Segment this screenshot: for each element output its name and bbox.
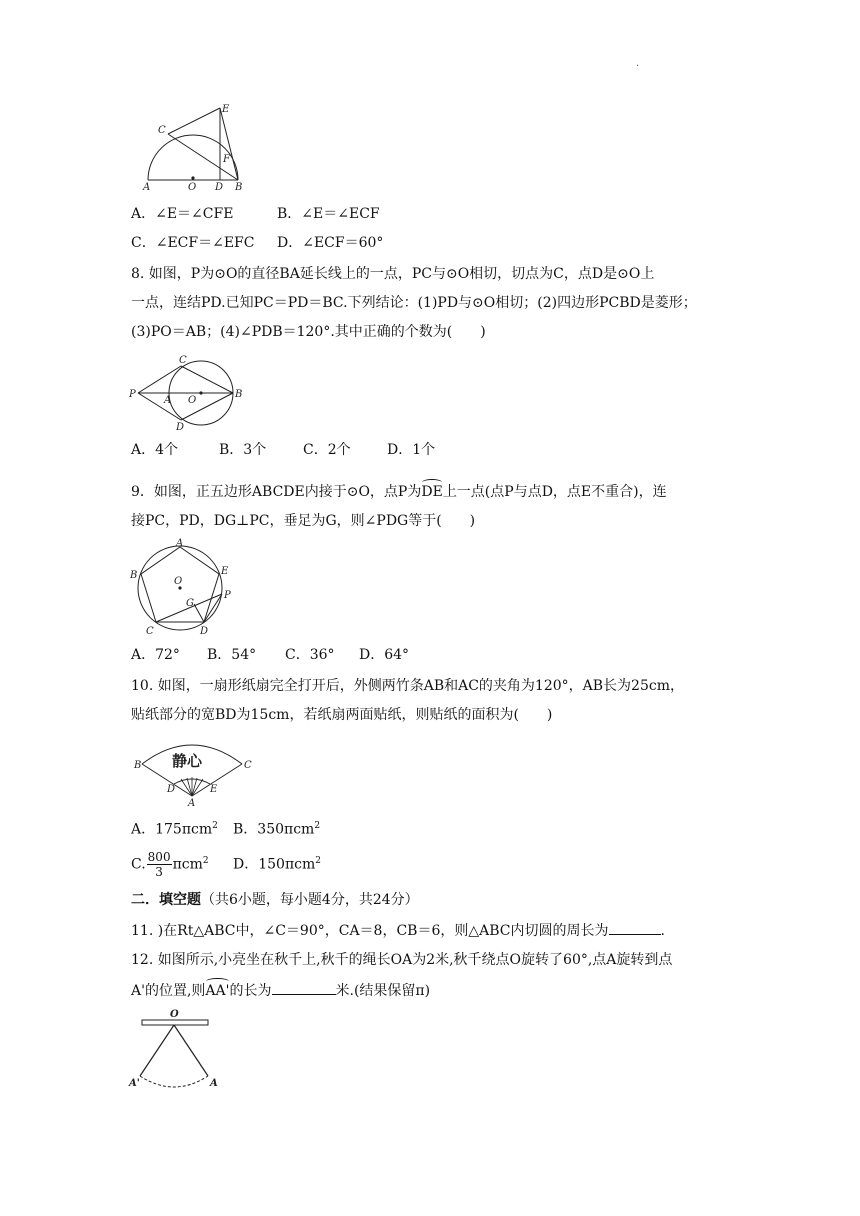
q12-line2: A'的位置,则AA'的长为 米.(结果保留π) [131,980,430,1001]
section-2-heading [131,890,419,910]
option-d: D．1个 [387,442,436,458]
answer-blank[interactable] [609,920,661,935]
option-a: A．175πcm$^2$ [131,821,218,838]
label-a: A [164,395,172,406]
fraction: $\frac{800}{3}$ [147,850,171,880]
label-b: B [134,760,142,771]
q10-line2: 贴纸部分的宽BD为15cm，若纸扇两面贴纸，则贴纸的面积为( ) [131,707,553,723]
q12-arc: AA' [205,983,230,999]
dashed-arc [140,1076,208,1087]
q7-options-row2 [131,233,383,253]
option-c: C．2个 [303,442,351,458]
q12-line1: 12. 如图所示,小亮坐在秋千上,秋千的绳长OA为2米,秋千绕点O旋转了60°,点A旋转到点 [131,952,673,968]
label-o: O [188,395,197,406]
option-b: B．54° [207,647,257,663]
rope-oa [174,1025,208,1076]
label-e: E [210,784,218,795]
center-dot [199,391,202,394]
line-pc [138,366,181,393]
option-c: C．∠ECF＝∠EFC [131,235,255,251]
page-dot: . [636,58,640,69]
line-cb [181,366,233,393]
option-a: A．4个 [131,442,179,458]
option-b: B．∠E＝∠ECF [277,206,380,222]
label-d: D [176,422,185,430]
rope-oa-prime [140,1025,174,1076]
figure-q10 [132,736,252,806]
fan-text: 静心 [172,752,203,770]
label-o: O [170,1009,179,1020]
label-p: P [224,590,231,601]
q8-line3: (3)PO＝AB；(4)∠PDB＝120°.其中正确的个数为( ) [131,324,486,340]
q9-arc: DE [421,484,443,500]
label-o: O [188,182,197,192]
label-p: P [129,389,136,400]
option-d: D．64° [359,647,410,663]
center-dot [191,176,194,179]
figure-q8 [128,352,244,430]
label-a: A [210,1078,218,1089]
option-b: B．3个 [219,442,267,458]
q11-line: 11. )在Rt△ABC中，∠C＝90°，CA＝8，CB＝6，则△ABC内切圆的周长为 . [131,920,665,941]
label-c: C [158,125,166,136]
option-c: C. $\frac{800}{3}$ πcm$^2$ [131,850,209,880]
line-dg [194,604,204,622]
label-c: C [179,355,187,366]
label-e: E [221,566,229,577]
label-e: E [222,104,230,115]
q8-line1: 8. 如图，P为⊙O的直径BA延长线上的一点，PC与⊙O相切，切点为C，点D是⊙O上 [131,266,655,282]
q8-line2: 一点，连结PD.已知PC＝PD＝BC.下列结论：(1)PD与⊙O相切；(2)四边形PCBD是菱形； [131,295,697,311]
label-a: A [143,182,151,192]
label-f: F [223,154,230,165]
q9-line1 [131,482,667,502]
q10-options-row2 [131,846,321,880]
option-c: C．36° [285,647,335,663]
section-note: （共6小题，每小题4分，共24分） [201,892,419,908]
figure-q12 [128,1008,224,1092]
q9-text-b: 上一点(点P与点D，点E不重合)，连 [442,484,667,500]
option-a: A．72° [131,647,180,663]
label-b: B [235,389,243,400]
q9-text-a: 9．如图，正五边形ABCDE内接于⊙O，点P为 [131,484,422,500]
answer-blank[interactable] [272,980,336,995]
swing-beam [142,1020,208,1025]
q10-options-row1 [131,816,320,840]
label-d: D [200,626,209,637]
option-d: D．150πcm$^2$ [233,856,321,873]
figure-q7 [138,100,250,192]
label-a-prime: A' [129,1078,140,1089]
option-b: B．350πcm$^2$ [233,821,321,838]
figure-q9 [126,538,236,638]
line-eb [220,108,238,180]
option-d: D．∠ECF＝60° [277,235,384,251]
label-g: G [186,598,194,609]
label-a: A [176,538,184,549]
label-d: D [215,182,224,192]
line-pd [138,393,181,420]
q10-line1: 10. 如图，一扇形纸扇完全打开后，外侧两竹条AB和AC的夹角为120°，AB长为25cm， [131,678,684,694]
label-o: O [174,576,183,587]
line-ec [168,108,220,134]
label-c: C [244,760,252,771]
label-b: B [235,182,243,192]
q9-line2: 接PC，PD，DG⊥PC，垂足为G，则∠PDG等于( ) [131,513,476,529]
label-b: B [130,570,138,581]
label-c: C [146,626,154,637]
option-a: A．∠E＝∠CFE [131,206,234,222]
q8-options [131,440,435,460]
q9-options [131,645,409,665]
label-d: D [167,784,176,795]
section-title: 二．填空题 [131,892,201,908]
label-a: A [188,798,196,806]
q7-options-row1 [131,204,380,224]
